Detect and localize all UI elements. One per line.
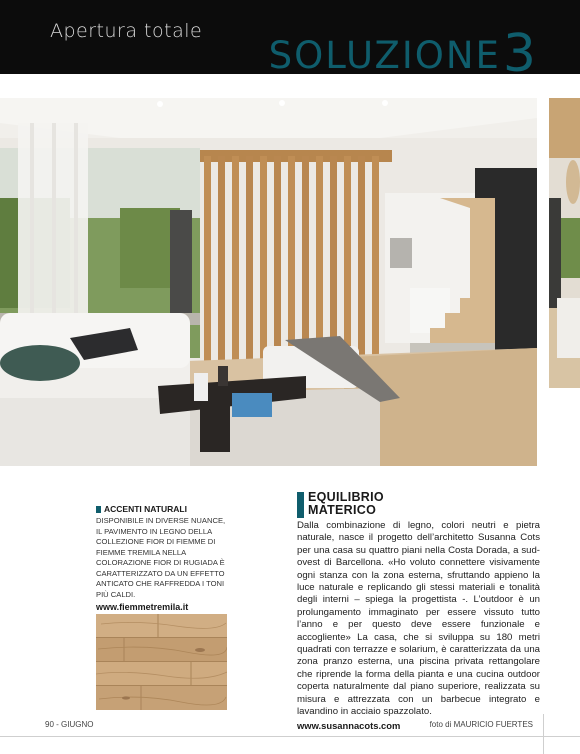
section-kicker: Apertura totale xyxy=(50,20,203,42)
living-room-illustration xyxy=(0,98,537,466)
section-title-word: SOLUZIONE xyxy=(268,34,501,77)
footer-divider xyxy=(543,714,544,754)
article-link[interactable]: www.susannacots.com xyxy=(297,719,401,731)
wood-texture xyxy=(96,614,227,710)
section-title-number: 3 xyxy=(502,24,536,84)
wood-floor-swatch xyxy=(96,614,227,710)
article-title xyxy=(308,491,384,518)
article-title-line2: MATERICO xyxy=(308,503,377,517)
photo-credit: foto di MAURICIO FUERTES xyxy=(429,720,533,729)
section-title xyxy=(268,24,536,84)
caption-heading-text: ACCENTI NATURALI xyxy=(104,504,187,514)
article xyxy=(297,491,540,732)
interior-photo xyxy=(0,98,537,466)
article-title-line1: EQUILIBRIO xyxy=(308,490,384,504)
side-photo-illustration xyxy=(549,98,580,388)
article-body: Dalla combinazione di legno, colori neutri e pietra naturale, nasce il progetto dell’architetto Susanna Cots per una casa su quattro piani nella Costa Dorada, a sud-ovest di Barcellona. «Ho voluto connettere visivamente ogni stanza con la zona esterna, sfruttando appieno la luce naturale e replicando gli stessi materiali e tonalità degli interni – spiega la progettista -. L’outdoor è un prolungamento immaginato per essere vissuto tutto l’anno e per questo deve essere funzionale e accogliente» La casa, che si sviluppa su 180 metri quadrati con terrazze e solarium, è caratterizzata da una zona pranzo esterna, una piscina privata rettangolare che riprende la forma della pianta e una cucina outdoor coperta naturalmente dal piano superiore, realizzata su misura e attrezzata con un barbecue integrato e lavandino in acciaio spazzolato. xyxy=(297,520,540,718)
accent-marker xyxy=(96,506,101,513)
caption-heading xyxy=(96,504,230,515)
page-number: 90 - GIUGNO xyxy=(45,720,94,729)
side-photo xyxy=(549,98,580,388)
footer-rule xyxy=(0,736,580,737)
product-caption xyxy=(96,504,230,613)
heading-accent-bar xyxy=(297,492,304,518)
caption-link[interactable]: www.fiemmetremila.it xyxy=(96,602,189,612)
article-heading xyxy=(297,491,540,518)
caption-text: DISPONIBILE IN DIVERSE NUANCE, IL PAVIMENTO IN LEGNO DELLA COLLEZIONE FIOR DI FIEMME DI FIEMME TREMILA NELLA COLORAZIONE FIOR DI RUGIADA È CARATTERIZZATO DA UN EFFETTO ANTICATO CHE RAFFREDDA I TONI PIÙ CALDI. xyxy=(96,516,226,599)
